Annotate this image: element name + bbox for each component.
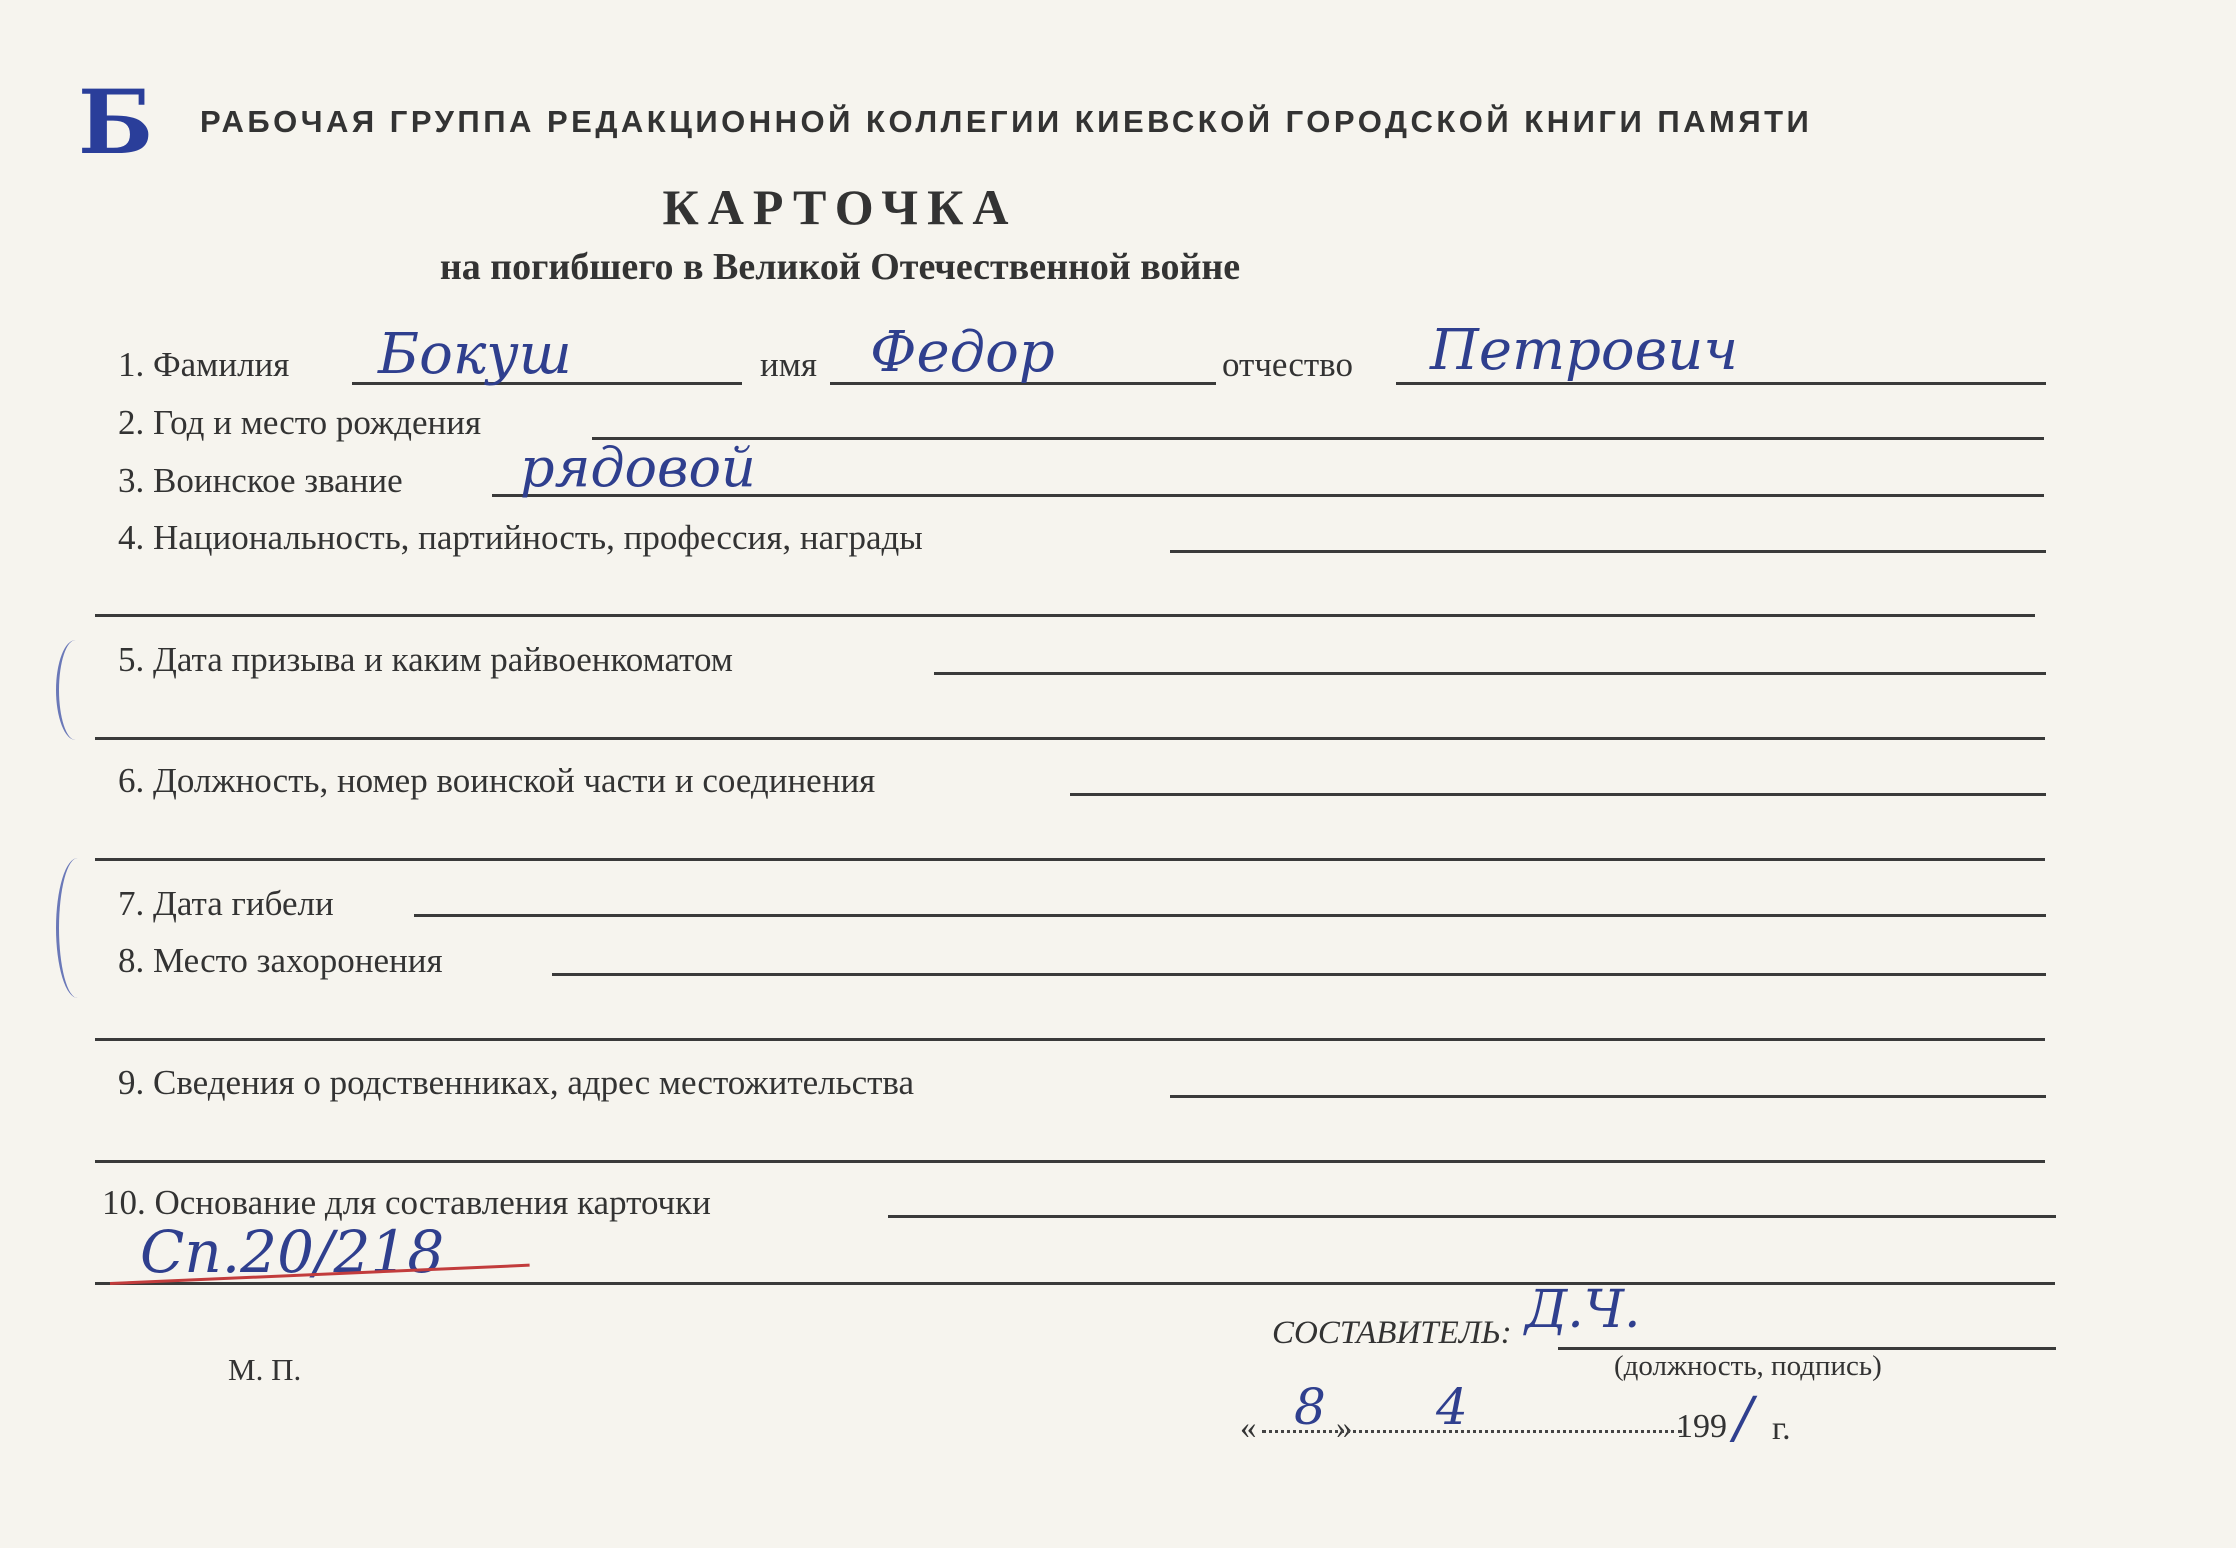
field-surname-label: 1. Фамилия	[118, 345, 290, 384]
field-unit-line	[1070, 793, 2046, 796]
margin-bracket-1	[56, 640, 95, 740]
field-conscription-label: 5. Дата призыва и каким райвоенкоматом	[118, 640, 733, 679]
position-caption: (должность, подпись)	[1614, 1350, 1882, 1382]
field-burial-line	[552, 973, 2046, 976]
date-close-quote: »	[1336, 1410, 1353, 1446]
field-unit-line-2	[95, 858, 2045, 861]
field-unit-label: 6. Должность, номер воинской части и соединения	[118, 761, 876, 800]
field-surname-value: Бокуш	[378, 322, 572, 387]
card-title: КАРТОЧКА	[662, 179, 1018, 235]
field-nationality-label: 4. Национальность, партийность, профессия, награды	[118, 518, 923, 557]
date-open-quote: «	[1240, 1410, 1257, 1446]
compiler-label: СОСТАВИТЕЛЬ:	[1272, 1315, 1512, 1351]
field-death-date-line	[414, 914, 2046, 917]
margin-bracket-2	[56, 858, 99, 998]
field-patronymic-label: отчество	[1222, 345, 1353, 384]
field-basis-value: Сп.20/218	[140, 1218, 445, 1286]
card-subtitle: на погибшего в Великой Отечественной войне	[439, 246, 1241, 288]
date-dots	[1262, 1430, 1682, 1433]
corner-letter: Б	[78, 70, 154, 174]
field-burial-label: 8. Место захоронения	[118, 941, 443, 980]
field-rank-label: 3. Воинское звание	[118, 461, 403, 500]
field-name-label: имя	[760, 345, 817, 384]
field-nationality-line	[1170, 550, 2046, 553]
organization-header: РАБОЧАЯ ГРУППА РЕДАКЦИОННОЙ КОЛЛЕГИИ КИЕВСКОЙ ГОРОДСКОЙ КНИГИ ПАМЯТИ	[200, 104, 1813, 139]
date-day: 8	[1294, 1378, 1326, 1436]
field-rank-value: рядовой	[520, 436, 756, 499]
field-basis-label: 10. Основание для составления карточки	[102, 1183, 711, 1222]
field-conscription-line	[934, 672, 2046, 675]
field-nationality-line-2	[95, 614, 2035, 617]
field-name-value: Федор	[870, 320, 1055, 385]
field-basis-line	[888, 1215, 2056, 1218]
field-birth-line	[592, 437, 2044, 440]
date-month: 4	[1436, 1378, 1468, 1436]
field-relatives-line	[1170, 1095, 2046, 1098]
field-burial-line-2	[95, 1038, 2045, 1041]
date-g-label: г.	[1772, 1410, 1791, 1447]
field-relatives-label: 9. Сведения о родственниках, адрес местожительства	[118, 1063, 915, 1102]
field-death-date-label: 7. Дата гибели	[118, 884, 334, 923]
field-patronymic-value: Петрович	[1430, 318, 1739, 383]
date-year-suffix: /	[1734, 1386, 1753, 1451]
date-year-prefix: 199	[1676, 1408, 1727, 1445]
seal-place-label: М. П.	[228, 1352, 302, 1387]
field-conscription-line-2	[95, 737, 2045, 740]
field-basis-line-2	[95, 1282, 2055, 1285]
field-relatives-line-2	[95, 1160, 2045, 1163]
field-birth-label: 2. Год и место рождения	[118, 403, 482, 442]
compiler-signature: Д.Ч.	[1525, 1280, 1641, 1340]
